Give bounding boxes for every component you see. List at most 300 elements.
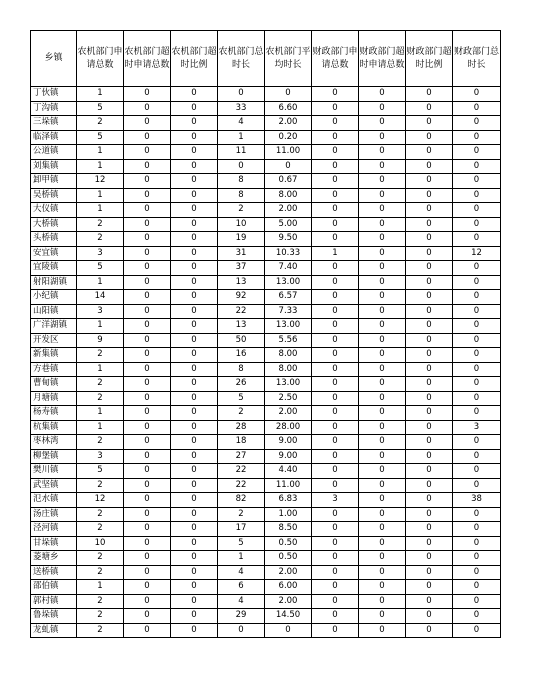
value-cell: 12 (77, 174, 124, 189)
value-cell: 2 (77, 232, 124, 247)
value-cell: 0 (312, 449, 359, 464)
table-row (31, 232, 501, 247)
value-cell: 0 (265, 87, 312, 102)
town-name-cell: 送桥镇 (31, 565, 77, 580)
value-cell: 1 (77, 362, 124, 377)
town-name-cell: 鲁垛镇 (31, 609, 77, 624)
value-cell: 0 (312, 565, 359, 580)
value-cell: 0 (359, 594, 406, 609)
value-cell: 0 (406, 87, 453, 102)
value-cell: 0 (312, 319, 359, 334)
value-cell: 2 (77, 507, 124, 522)
value-cell: 0 (453, 87, 501, 102)
value-cell: 0 (453, 565, 501, 580)
value-cell: 0 (171, 188, 218, 203)
town-name-cell: 宜陵镇 (31, 261, 77, 276)
value-cell: 0 (359, 232, 406, 247)
value-cell: 0 (124, 551, 171, 566)
value-cell: 0 (453, 594, 501, 609)
value-cell: 0 (171, 333, 218, 348)
value-cell: 0 (171, 304, 218, 319)
value-cell: 2 (77, 391, 124, 406)
table-row (31, 159, 501, 174)
value-cell: 0 (406, 464, 453, 479)
town-name-cell: 大桥镇 (31, 217, 77, 232)
value-cell: 0 (406, 507, 453, 522)
value-cell: 9 (77, 333, 124, 348)
value-cell: 11 (218, 145, 265, 160)
town-name-cell: 三垛镇 (31, 116, 77, 131)
value-cell: 2 (218, 507, 265, 522)
value-cell: 1 (77, 145, 124, 160)
value-cell: 5.00 (265, 217, 312, 232)
value-cell: 38 (453, 493, 501, 508)
value-cell: 9.50 (265, 232, 312, 247)
table-row (31, 464, 501, 479)
value-cell: 0 (406, 449, 453, 464)
value-cell: 0 (453, 319, 501, 334)
table-row (31, 478, 501, 493)
value-cell: 12 (77, 493, 124, 508)
value-cell: 0 (406, 188, 453, 203)
value-cell: 0 (406, 275, 453, 290)
value-cell: 0.67 (265, 174, 312, 189)
town-name-cell: 安宜镇 (31, 246, 77, 261)
value-cell: 1 (77, 203, 124, 218)
value-cell: 5.56 (265, 333, 312, 348)
header-agri-overtime-total: 农机部门超时申请总数 (124, 31, 171, 87)
value-cell: 0 (124, 348, 171, 363)
value-cell: 0 (359, 275, 406, 290)
value-cell: 0 (453, 391, 501, 406)
value-cell: 5 (77, 130, 124, 145)
value-cell: 2.00 (265, 406, 312, 421)
value-cell: 0 (124, 130, 171, 145)
value-cell: 0 (124, 159, 171, 174)
value-cell: 0 (406, 333, 453, 348)
value-cell: 0 (171, 609, 218, 624)
value-cell: 0 (171, 246, 218, 261)
value-cell: 0 (312, 145, 359, 160)
value-cell: 0 (124, 232, 171, 247)
value-cell: 0 (453, 507, 501, 522)
value-cell: 2.50 (265, 391, 312, 406)
value-cell: 0 (359, 145, 406, 160)
value-cell: 0 (312, 362, 359, 377)
header-row (31, 31, 501, 87)
value-cell: 0 (406, 406, 453, 421)
value-cell: 0 (171, 348, 218, 363)
value-cell: 0 (124, 87, 171, 102)
value-cell: 0 (124, 275, 171, 290)
table-body (31, 87, 501, 638)
table-row (31, 261, 501, 276)
town-name-cell: 方巷镇 (31, 362, 77, 377)
value-cell: 0 (218, 159, 265, 174)
value-cell: 6 (218, 580, 265, 595)
value-cell: 0 (453, 116, 501, 131)
value-cell: 37 (218, 261, 265, 276)
value-cell: 0 (359, 174, 406, 189)
value-cell: 0 (171, 362, 218, 377)
town-name-cell: 头桥镇 (31, 232, 77, 247)
town-name-cell: 公道镇 (31, 145, 77, 160)
value-cell: 33 (218, 101, 265, 116)
value-cell: 22 (218, 464, 265, 479)
value-cell: 0 (312, 101, 359, 116)
value-cell: 8 (218, 362, 265, 377)
value-cell: 5 (77, 101, 124, 116)
value-cell: 14.50 (265, 609, 312, 624)
table-row (31, 391, 501, 406)
value-cell: 0 (124, 145, 171, 160)
value-cell: 13.00 (265, 275, 312, 290)
value-cell: 0 (453, 580, 501, 595)
value-cell: 14 (77, 290, 124, 305)
value-cell: 0 (453, 478, 501, 493)
value-cell: 8 (218, 188, 265, 203)
value-cell: 2 (77, 623, 124, 638)
value-cell: 1 (312, 246, 359, 261)
value-cell: 27 (218, 449, 265, 464)
value-cell: 0 (312, 304, 359, 319)
header-finance-apply-total: 财政部门申请总数 (312, 31, 359, 87)
value-cell: 0 (171, 130, 218, 145)
value-cell: 4 (218, 594, 265, 609)
value-cell: 0 (124, 203, 171, 218)
value-cell: 0 (171, 420, 218, 435)
value-cell: 0 (406, 145, 453, 160)
table-row (31, 116, 501, 131)
value-cell: 0 (359, 493, 406, 508)
value-cell: 0 (124, 623, 171, 638)
value-cell: 7.40 (265, 261, 312, 276)
value-cell: 22 (218, 304, 265, 319)
value-cell: 0 (359, 377, 406, 392)
value-cell: 0 (265, 623, 312, 638)
value-cell: 1 (77, 580, 124, 595)
value-cell: 0 (124, 507, 171, 522)
value-cell: 2 (77, 565, 124, 580)
value-cell: 0 (312, 261, 359, 276)
header-finance-overtime-total: 财政部门超时申请总数 (359, 31, 406, 87)
town-name-cell: 邵伯镇 (31, 580, 77, 595)
value-cell: 0 (406, 348, 453, 363)
value-cell: 0 (312, 232, 359, 247)
value-cell: 0 (406, 551, 453, 566)
value-cell: 0 (453, 217, 501, 232)
value-cell: 0 (312, 159, 359, 174)
value-cell: 1 (77, 87, 124, 102)
value-cell: 0 (171, 290, 218, 305)
value-cell: 11.00 (265, 145, 312, 160)
value-cell: 0 (453, 232, 501, 247)
table-row (31, 565, 501, 580)
value-cell: 8.50 (265, 522, 312, 537)
value-cell: 1 (77, 406, 124, 421)
value-cell: 2.00 (265, 203, 312, 218)
value-cell: 0 (453, 333, 501, 348)
town-name-cell: 杭集镇 (31, 420, 77, 435)
header-finance-total-time: 财政部门总时长 (453, 31, 501, 87)
value-cell: 0 (359, 623, 406, 638)
town-name-cell: 小纪镇 (31, 290, 77, 305)
value-cell: 0 (124, 304, 171, 319)
value-cell: 0 (406, 101, 453, 116)
value-cell: 28 (218, 420, 265, 435)
value-cell: 2 (77, 594, 124, 609)
value-cell: 0 (312, 348, 359, 363)
value-cell: 0 (359, 188, 406, 203)
value-cell: 0 (124, 420, 171, 435)
town-name-cell: 刘集镇 (31, 159, 77, 174)
value-cell: 0 (406, 565, 453, 580)
value-cell: 9.00 (265, 435, 312, 450)
value-cell: 0 (406, 391, 453, 406)
table-row (31, 275, 501, 290)
table-row (31, 580, 501, 595)
town-name-cell: 郭村镇 (31, 594, 77, 609)
value-cell: 8.00 (265, 348, 312, 363)
value-cell: 0 (406, 304, 453, 319)
table-row (31, 406, 501, 421)
value-cell: 0 (312, 174, 359, 189)
value-cell: 0 (406, 623, 453, 638)
table-row (31, 435, 501, 450)
value-cell: 0 (171, 116, 218, 131)
table-row (31, 522, 501, 537)
table-row (31, 609, 501, 624)
value-cell: 16 (218, 348, 265, 363)
value-cell: 0 (453, 203, 501, 218)
town-name-cell: 氾水镇 (31, 493, 77, 508)
value-cell: 0 (453, 435, 501, 450)
summary-table (30, 30, 501, 638)
value-cell: 0 (406, 362, 453, 377)
value-cell: 0 (453, 536, 501, 551)
value-cell: 6.60 (265, 101, 312, 116)
table-row (31, 203, 501, 218)
value-cell: 3 (77, 246, 124, 261)
value-cell: 0 (359, 217, 406, 232)
value-cell: 0 (171, 145, 218, 160)
value-cell: 0 (359, 290, 406, 305)
value-cell: 50 (218, 333, 265, 348)
value-cell: 0 (171, 377, 218, 392)
value-cell: 0 (359, 609, 406, 624)
value-cell: 0 (171, 232, 218, 247)
value-cell: 10.33 (265, 246, 312, 261)
value-cell: 0 (453, 261, 501, 276)
value-cell: 0 (406, 261, 453, 276)
value-cell: 0 (171, 87, 218, 102)
value-cell: 0 (359, 362, 406, 377)
value-cell: 4.40 (265, 464, 312, 479)
value-cell: 0 (453, 623, 501, 638)
town-name-cell: 武坚镇 (31, 478, 77, 493)
town-name-cell: 甘垛镇 (31, 536, 77, 551)
value-cell: 0 (312, 203, 359, 218)
value-cell: 2 (77, 217, 124, 232)
value-cell: 0 (124, 319, 171, 334)
value-cell: 0 (359, 261, 406, 276)
value-cell: 11.00 (265, 478, 312, 493)
value-cell: 0 (359, 304, 406, 319)
value-cell: 4 (218, 565, 265, 580)
value-cell: 0 (171, 464, 218, 479)
value-cell: 29 (218, 609, 265, 624)
value-cell: 17 (218, 522, 265, 537)
value-cell: 5 (77, 261, 124, 276)
value-cell: 0 (312, 290, 359, 305)
table-row (31, 87, 501, 102)
value-cell: 10 (77, 536, 124, 551)
value-cell: 0 (406, 290, 453, 305)
value-cell: 0 (406, 130, 453, 145)
value-cell: 8.00 (265, 362, 312, 377)
value-cell: 2 (77, 116, 124, 131)
value-cell: 1 (77, 275, 124, 290)
value-cell: 0 (312, 333, 359, 348)
value-cell: 0 (359, 536, 406, 551)
value-cell: 0 (359, 420, 406, 435)
table-row (31, 188, 501, 203)
value-cell: 0 (312, 116, 359, 131)
value-cell: 0 (406, 174, 453, 189)
value-cell: 22 (218, 478, 265, 493)
value-cell: 0 (453, 174, 501, 189)
value-cell: 0 (312, 507, 359, 522)
value-cell: 0 (406, 493, 453, 508)
town-name-cell: 龙虬镇 (31, 623, 77, 638)
town-name-cell: 曹甸镇 (31, 377, 77, 392)
header-finance-overtime-ratio: 财政部门超时比例 (406, 31, 453, 87)
value-cell: 0 (453, 449, 501, 464)
value-cell: 2 (77, 377, 124, 392)
town-name-cell: 月塘镇 (31, 391, 77, 406)
table-row (31, 362, 501, 377)
value-cell: 0 (312, 580, 359, 595)
value-cell: 1 (77, 188, 124, 203)
value-cell: 19 (218, 232, 265, 247)
value-cell: 0 (312, 217, 359, 232)
value-cell: 2.00 (265, 116, 312, 131)
value-cell: 0 (453, 609, 501, 624)
value-cell: 0 (359, 391, 406, 406)
value-cell: 0 (359, 203, 406, 218)
value-cell: 0 (406, 420, 453, 435)
value-cell: 92 (218, 290, 265, 305)
value-cell: 0 (171, 203, 218, 218)
value-cell: 0 (406, 522, 453, 537)
value-cell: 31 (218, 246, 265, 261)
value-cell: 3 (77, 449, 124, 464)
town-name-cell: 柳堡镇 (31, 449, 77, 464)
value-cell: 0 (453, 145, 501, 160)
value-cell: 0 (312, 406, 359, 421)
value-cell: 0 (406, 377, 453, 392)
header-town: 乡镇 (31, 31, 77, 87)
value-cell: 2.00 (265, 565, 312, 580)
value-cell: 0 (406, 217, 453, 232)
value-cell: 0 (171, 159, 218, 174)
value-cell: 6.57 (265, 290, 312, 305)
value-cell: 0 (359, 333, 406, 348)
value-cell: 0 (124, 493, 171, 508)
value-cell: 0 (406, 580, 453, 595)
value-cell: 0 (406, 435, 453, 450)
value-cell: 0 (171, 261, 218, 276)
table-row (31, 174, 501, 189)
value-cell: 0 (124, 580, 171, 595)
value-cell: 0.50 (265, 536, 312, 551)
value-cell: 6.83 (265, 493, 312, 508)
header-agri-overtime-ratio: 农机部门超时比例 (171, 31, 218, 87)
value-cell: 0 (171, 565, 218, 580)
value-cell: 3 (77, 304, 124, 319)
value-cell: 0 (453, 377, 501, 392)
value-cell: 8 (218, 174, 265, 189)
value-cell: 0 (171, 435, 218, 450)
value-cell: 0 (124, 536, 171, 551)
town-name-cell: 广洋湖镇 (31, 319, 77, 334)
value-cell: 0 (406, 609, 453, 624)
table-row (31, 594, 501, 609)
value-cell: 13 (218, 275, 265, 290)
value-cell: 0 (124, 594, 171, 609)
table-row (31, 290, 501, 305)
value-cell: 0 (171, 478, 218, 493)
value-cell: 1 (218, 551, 265, 566)
town-name-cell: 汤庄镇 (31, 507, 77, 522)
value-cell: 0 (406, 536, 453, 551)
table-row (31, 304, 501, 319)
value-cell: 5 (218, 391, 265, 406)
table-row (31, 507, 501, 522)
value-cell: 0 (171, 406, 218, 421)
value-cell: 0 (124, 116, 171, 131)
value-cell: 6.00 (265, 580, 312, 595)
town-name-cell: 射阳湖镇 (31, 275, 77, 290)
table-row (31, 246, 501, 261)
table-row (31, 130, 501, 145)
value-cell: 0 (312, 377, 359, 392)
value-cell: 0 (359, 406, 406, 421)
table-row (31, 377, 501, 392)
value-cell: 0 (406, 159, 453, 174)
value-cell: 0 (171, 449, 218, 464)
value-cell: 13.00 (265, 377, 312, 392)
value-cell: 0 (124, 290, 171, 305)
town-name-cell: 丁伙镇 (31, 87, 77, 102)
value-cell: 0 (171, 174, 218, 189)
town-name-cell: 临泽镇 (31, 130, 77, 145)
value-cell: 0 (359, 464, 406, 479)
table-row (31, 536, 501, 551)
town-name-cell: 枣林湾 (31, 435, 77, 450)
value-cell: 1 (77, 319, 124, 334)
value-cell: 0 (359, 319, 406, 334)
value-cell: 9.00 (265, 449, 312, 464)
table-row (31, 493, 501, 508)
value-cell: 0 (359, 116, 406, 131)
table-row (31, 333, 501, 348)
value-cell: 0 (312, 594, 359, 609)
value-cell: 0 (406, 116, 453, 131)
value-cell: 0 (453, 464, 501, 479)
value-cell: 0 (312, 391, 359, 406)
value-cell: 0 (124, 464, 171, 479)
